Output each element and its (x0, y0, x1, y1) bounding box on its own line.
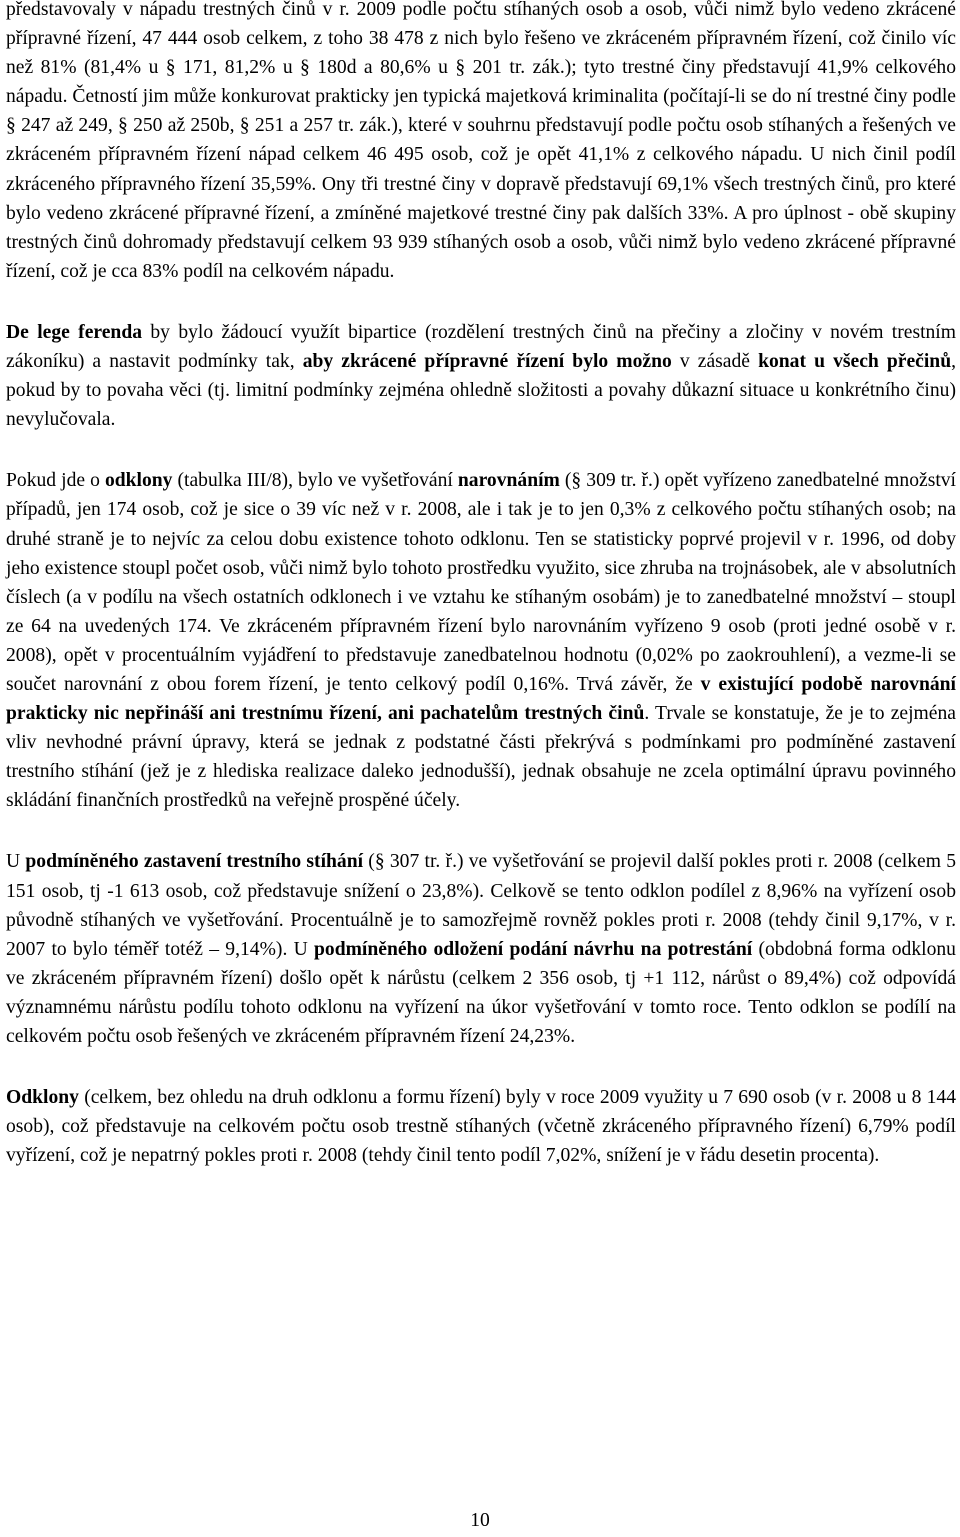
bold-phrase: podmíněného zastavení trestního stíhání (25, 851, 364, 873)
text-run: (§ 309 tr. ř.) opět vyřízeno zanedbatelné množství případů, jen 174 osob, což je sice o 39 víc než v r. 2008, ale i tak je to jen 0,3% z celkového počtu stíhaných osob; na druhé straně je to nejvíc za celou dobu existence tohoto odklonu. Ten se statisticky poprvé projevil v r. 1996, od doby jeho existence stoupl počet osob, vůči nimž bylo tohoto prostředku využito, sice zhruba na trojnásobek, ale v absolutních číslech (a v podílu na všech ostatních odklonech i ve vztahu ke stíhaným osobám) je to zanedbatelné množství – stoupl ze 64 na uvedených 174. Ve zkráceném přípravném řízení bylo narovnáním vyřízeno 9 osob (proti jedné osobě v r. 2008), opět v procentuálním vyjádření to představuje zanedbatelnou hodnotu (0,02% po zaokrouhlení), a vezme-li se součet narovnání z obou forem řízení, je tento celkový podíl 0,16%. Trvá závěr, že (6, 470, 956, 695)
bold-phrase: odklony (104, 470, 173, 492)
bold-phrase: konat u všech přečinů (758, 351, 952, 373)
paragraph-zkracene-rizeni (6, 0, 956, 286)
bold-phrase: De lege ferenda (6, 321, 143, 343)
text-run: (tabulka III/8), bylo ve vyšetřování (172, 470, 458, 492)
text-run: by bylo žádoucí využít bipartice (rozdělení trestných činů na přečiny a zločiny v novém trestním zákoníku) a nastavit podmínky tak, (6, 321, 956, 373)
bold-phrase: v existující podobě narovnání prakticky nic nepřináší ani trestnímu řízení, ani pachatelům trestných činů (6, 673, 956, 725)
text-run: , pokud by to povaha věci (tj. limitní podmínky zejména ohledně složitosti a povahy důkazní situace u konkrétního činu) nevylučovala. (6, 351, 956, 431)
document-page (6, 0, 956, 1170)
text-run: (§ 307 tr. ř.) ve vyšetřování se projevil další pokles proti r. 2008 (celkem 5 151 osob, tj -1 613 osob, což představuje snížení o 23,8%). Celkově se tento odklon podílel z 8,96% na vyřízení osob původně stíhaných ve vyšetřování. Procentuálně je to samozřejmě rovněž pokles proti r. 2008 (tehdy činil 9,17%, v r. 2007 to bylo téměř totéž – 9,14%). U (6, 851, 956, 960)
text-run: U (6, 851, 26, 873)
paragraph-odklony-celkem (6, 1083, 956, 1170)
text-run: v zásadě (671, 351, 759, 373)
paragraph-odklony (6, 466, 956, 815)
text-run: (obdobná forma odklonu ve zkráceném přípravném řízení) došlo opět k nárůstu (celkem 2 356 osob, tj +1 112, nárůst o 89,4%) což odpovídá významnému nárůstu podílu tohoto odklonu na vyřízení na úkor vyšetřování v tomto roce. Tento odklon se podílí na celkovém počtu osob řešených ve zkráceném přípravném řízení 24,23%. (6, 938, 956, 1047)
text-run: . Trvale se konstatuje, že je to zejména vliv nevhodné právní úpravy, která se jednak z podstatné části překrývá s podmínkami pro podmíněné zastavení trestního stíhání (jež je z hlediska realizace daleko jednodušší), jednak obsahuje ne zcela optimální úpravu povinného skládání finančních prostředků na veřejně prospěné účely. (6, 703, 956, 812)
text-run: Pokud jde o (6, 470, 105, 492)
bold-phrase: narovnáním (457, 470, 560, 492)
paragraph-podminene-zastaveni (6, 847, 956, 1051)
text-run: (celkem, bez ohledu na druh odklonu a formu řízení) byly v roce 2009 využity u 7 690 osob (v r. 2008 u 8 144 osob), což představuje na celkovém počtu osob trestně stíhaných (včetně zkráceného přípravného řízení) 6,79% podíl vyřízení, což je nepatrný pokles proti r. 2008 (tehdy činil tento podíl 7,02%, snížení je v řádu desetin procenta). (6, 1087, 956, 1167)
text-run: představovaly v nápadu trestných činů v r. 2009 podle počtu stíhaných osob a osob, vůči nimž bylo vedeno zkrácené přípravné řízení, 47 444 osob celkem, z toho 38 478 z nich bylo řešeno ve zkráceném přípravném řízení, což činilo víc než 81% (81,4% u § 171, 81,2% u § 180d a 80,6% u § 201 tr. zák.); tyto trestné činy představují 41,9% celkového nápadu. Četností jim může konkurovat prakticky jen typická majetková kriminalita (počítají-li se do ní trestné činy podle § 247 až 249, § 250 až 250b, § 251 a 257 tr. zák.), které v souhrnu představují podle počtu osob stíhaných a řešených ve zkráceném přípravném řízení nápad celkem 46 495 osob, což je opět 41,1% z celkového nápadu. U nich činil podíl zkráceného přípravného řízení 35,59%. Ony tři trestné činy v dopravě představují 69,1% všech trestných činů, pro které bylo vedeno zkrácené přípravné řízení, a zmíněné majetkové trestné činy pak dalších 33%. A pro úplnost - obě skupiny trestných činů dohromady představují celkem 93 939 stíhaných osob a osob, vůči nimž bylo vedeno zkrácené přípravné řízení, což je cca 83% podíl na celkovém nápadu. (6, 0, 956, 282)
bold-phrase: aby zkrácené přípravné řízení bylo možno (302, 351, 672, 373)
paragraph-de-lege-ferenda (6, 318, 956, 434)
page-number: 10 (470, 1510, 490, 1531)
bold-phrase: Odklony (6, 1087, 79, 1109)
bold-phrase: podmíněného odložení podání návrhu na potrestání (314, 938, 753, 960)
